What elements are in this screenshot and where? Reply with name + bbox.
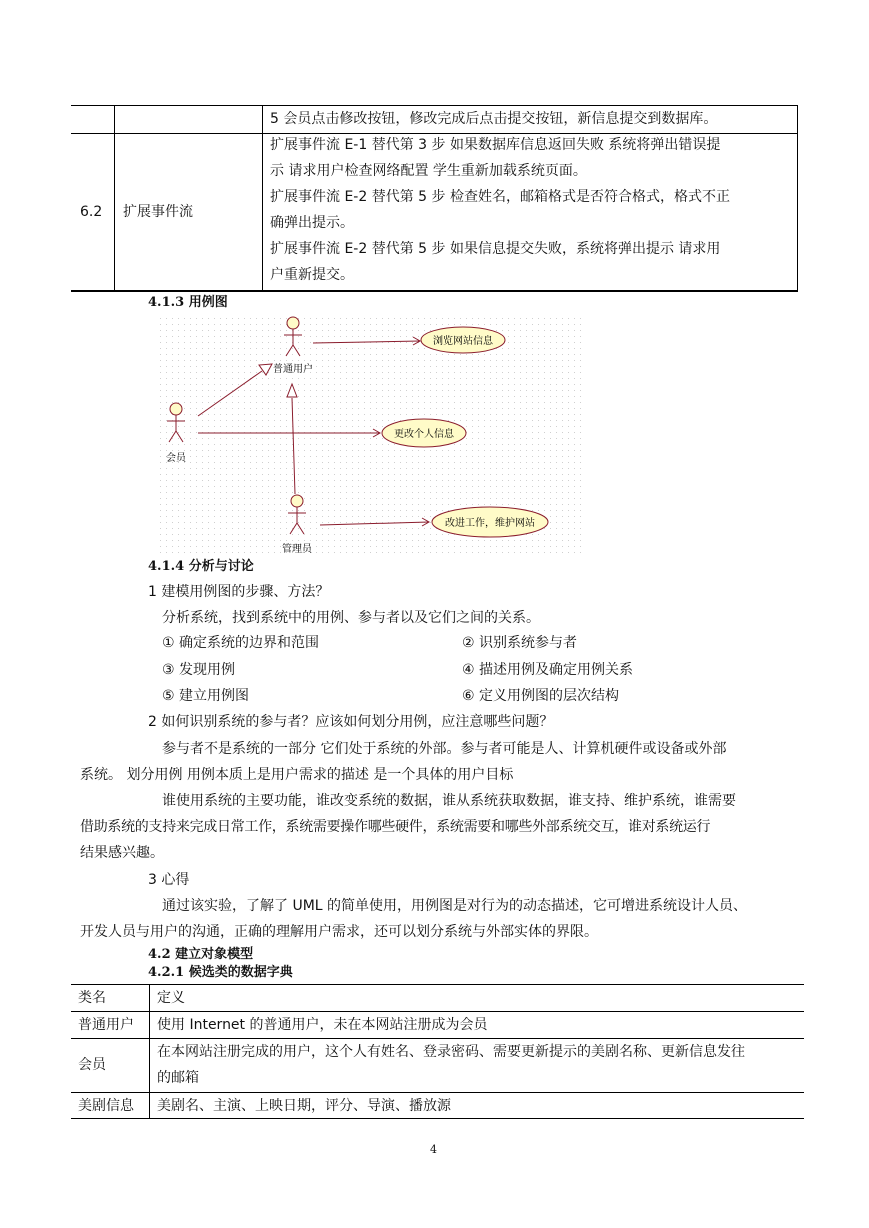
step-item: ④ 描述用例及确定用例关系 bbox=[462, 662, 634, 678]
actor-admin-label: 管理员 bbox=[282, 544, 312, 555]
step-item: ① 确定系统的边界和范围 bbox=[162, 635, 320, 651]
step-item: ⑤ 建立用例图 bbox=[162, 688, 250, 704]
desc-line: 户重新提交。 bbox=[270, 267, 354, 283]
section-heading: 4.1.4 分析与讨论 bbox=[148, 559, 254, 574]
step-item: ③ 发现用例 bbox=[162, 662, 236, 678]
usecase-improve-label: 改进工作，维护网站 bbox=[445, 518, 535, 529]
table-cell-def: 使用 Internet 的普通用户，未在本网站注册成为会员 bbox=[157, 1017, 488, 1033]
table-cell-name: 普通用户 bbox=[78, 1017, 134, 1033]
question-2: 2 如何识别系统的参与者？应该如何划分用例，应注意哪些问题？ bbox=[148, 714, 554, 730]
actor-member-label: 会员 bbox=[166, 453, 186, 464]
section-heading: 4.2 建立对象模型 bbox=[148, 947, 254, 962]
paragraph-line: 结果感兴趣。 bbox=[80, 845, 164, 861]
table-cell-name: 美剧信息 bbox=[78, 1098, 134, 1114]
table-cell-name: 会员 bbox=[78, 1057, 106, 1073]
desc-line: 确弹出提示。 bbox=[270, 215, 354, 231]
use-case-diagram bbox=[158, 316, 583, 556]
answer-1: 分析系统，找到系统中的用例、参与者以及它们之间的关系。 bbox=[162, 610, 540, 626]
step-name: 扩展事件流 bbox=[123, 204, 193, 220]
step-item: ② 识别系统参与者 bbox=[462, 635, 578, 651]
desc-line: 扩展事件流 E-2 替代第 5 步 检查姓名，邮箱格式是否符合格式，格式不正 bbox=[270, 189, 730, 205]
step-number: 6.2 bbox=[80, 204, 103, 220]
table-cell-def: 美剧名、主演、上映日期，评分、导演、播放源 bbox=[157, 1098, 451, 1114]
def-line: 的邮箱 bbox=[157, 1070, 199, 1086]
paragraph-line: 系统。 划分用例 用例本质上是用户需求的描述 是一个具体的用户目标 bbox=[80, 767, 514, 783]
step-description bbox=[270, 132, 730, 288]
question-1: 1 建模用例图的步骤、方法？ bbox=[148, 584, 330, 600]
paragraph-line: 谁使用系统的主要功能，谁改变系统的数据，谁从系统获取数据，谁支持、维护系统，谁需要 bbox=[162, 793, 736, 809]
actor-user-label: 普通用户 bbox=[273, 364, 313, 375]
table-header: 定义 bbox=[157, 990, 185, 1006]
def-line: 在本网站注册完成的用户，这个人有姓名、登录密码、需要更新提示的美剧名称、更新信息发往 bbox=[157, 1044, 745, 1060]
usecase-edit-label: 更改个人信息 bbox=[394, 429, 454, 440]
section-heading: 4.2.1 候选类的数据字典 bbox=[148, 965, 293, 980]
question-3: 3 心得 bbox=[148, 872, 190, 888]
page-number: 4 bbox=[430, 1143, 437, 1156]
usecase-browse bbox=[421, 327, 505, 353]
paragraph-line: 参与者不是系统的一部分 它们处于系统的外部。参与者可能是人、计算机硬件或设备或外部 bbox=[162, 741, 727, 757]
table-header: 类名 bbox=[78, 990, 106, 1006]
paragraph-line: 开发人员与用户的沟通，正确的理解用户需求，还可以划分系统与外部实体的界限。 bbox=[80, 924, 598, 940]
table-row-text: 5 会员点击修改按钮，修改完成后点击提交按钮，新信息提交到数据库。 bbox=[270, 111, 718, 127]
desc-line: 扩展事件流 E-2 替代第 5 步 如果信息提交失败，系统将弹出提示 请求用 bbox=[270, 241, 721, 257]
table-cell-def bbox=[157, 1039, 745, 1091]
paragraph-line: 借助系统的支持来完成日常工作，系统需要操作哪些硬件，系统需要和哪些外部系统交互，谁对系统运行 bbox=[80, 819, 711, 835]
step-item: ⑥ 定义用例图的层次结构 bbox=[462, 688, 620, 704]
usecase-edit bbox=[382, 419, 466, 447]
paragraph-line: 通过该实验，了解了 UML 的简单使用，用例图是对行为的动态描述，它可增进系统设计人员、 bbox=[162, 898, 748, 914]
section-heading: 4.1.3 用例图 bbox=[148, 295, 228, 310]
desc-line: 示 请求用户检查网络配置 学生重新加载系统页面。 bbox=[270, 163, 587, 179]
desc-line: 扩展事件流 E-1 替代第 3 步 如果数据库信息返回失败 系统将弹出错误提 bbox=[270, 137, 721, 153]
usecase-browse-label: 浏览网站信息 bbox=[433, 336, 493, 347]
usecase-improve bbox=[432, 507, 548, 537]
